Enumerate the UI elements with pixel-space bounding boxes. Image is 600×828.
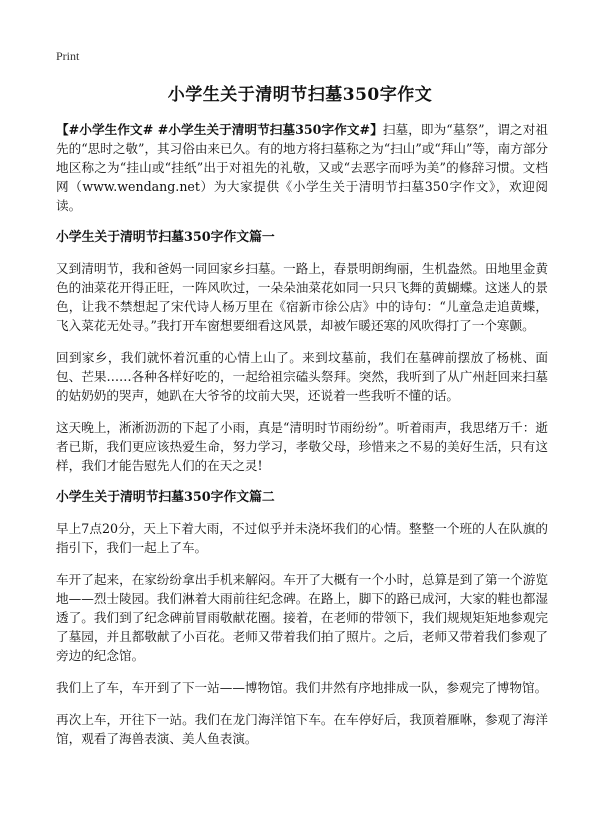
page-title: 小学生关于清明节扫墓350字作文 [167,85,433,105]
intro-paragraph [56,120,548,215]
article-body [56,120,548,761]
section-2-paragraph: 再次上车，开往下一站。我们在龙门海洋馆下车。在车停好后，我顶着雁咻，参观了海洋馆，观看了海兽表演、美人鱼表演。 [56,712,548,746]
section-1-paragraph: 回到家乡，我们就怀着沉重的心情上山了。来到坟墓前，我们在墓碑前摆放了杨桃、面包、芒果……各种各样好吃的，一起给祖宗磕头祭拜。突然，我听到了从广州赶回来扫墓的姑奶奶的哭声，她趴在大爷爷的坟前大哭，还说着一些我听不懂的话。 [56,350,548,403]
print-link[interactable]: Print [56,49,80,63]
intro-text: 扫墓，即为“墓祭”，谓之对祖先的“思时之敬”，其习俗由来已久。有的地方将扫墓称之为“扫山”或“拜山”等，南方部分地区称之为“挂山或“挂纸”出于对祖先的礼敬，又或“去恶字而呼为美”的修辞习惯。文档网（www.wendang.net）为大家提供《小学生关于清明节扫墓350字作文》，欢迎阅读。 [56,122,549,213]
section-2-paragraph: 早上7点20分，天上下着大雨，不过似乎并未浇坏我们的心情。整整一个班的人在队旗的指引下，我们一起上了车。 [56,521,548,555]
section-heading-2: 小学生关于清明节扫墓350字作文篇二 [56,490,275,505]
section-2-paragraph: 我们上了车，车开到了下一站——博物馆。我们井然有序地排成一队，参观完了博物馆。 [56,680,548,695]
section-1-paragraph: 这天晚上，淅淅沥沥的下起了小雨，真是“清明时节雨纷纷”。听着雨声，我思绪万千：逝者已斯，我们更应该热爱生命，努力学习，孝敬父母，珍惜来之不易的美好生活，只有这样，我们才能告慰先人们的在天之灵! [56,420,548,473]
section-heading-1: 小学生关于清明节扫墓350字作文篇一 [56,230,275,245]
section-2-paragraph: 车开了起来，在家纷纷拿出手机来解闷。车开了大概有一个小时，总算是到了第一个游览地——烈士陵园。我们淋着大雨前往纪念碑。在路上，脚下的路已成河，大家的鞋也都湿透了。我们到了纪念碑前冒雨敬献花圈。接着，在老师的带领下，我们规规矩矩地参观完了墓园，并且都敬献了小百花。老师又带着我们拍了照片。之后，老师又带着我们参观了旁边的纪念馆。 [56,572,548,663]
section-1-paragraph: 又到清明节，我和爸妈一同回家乡扫墓。一路上，春景明朗绚丽，生机盎然。田地里金黄色的油菜花开得正旺，一阵风吹过，一朵朵油菜花如同一只只飞舞的黄蝴蝶。这迷人的景色，让我不禁想起了宋代诗人杨万里在《宿新市徐公店》中的诗句：“儿童急走追黄蝶，飞入菜花无处寻。”我打开车窗想要细看这风景，却被乍暖还寒的风吹得打了一个寒颤。 [56,261,548,333]
intro-tag-prefix: 【#小学生作文# #小学生关于清明节扫墓350字作文#】 [56,122,383,137]
